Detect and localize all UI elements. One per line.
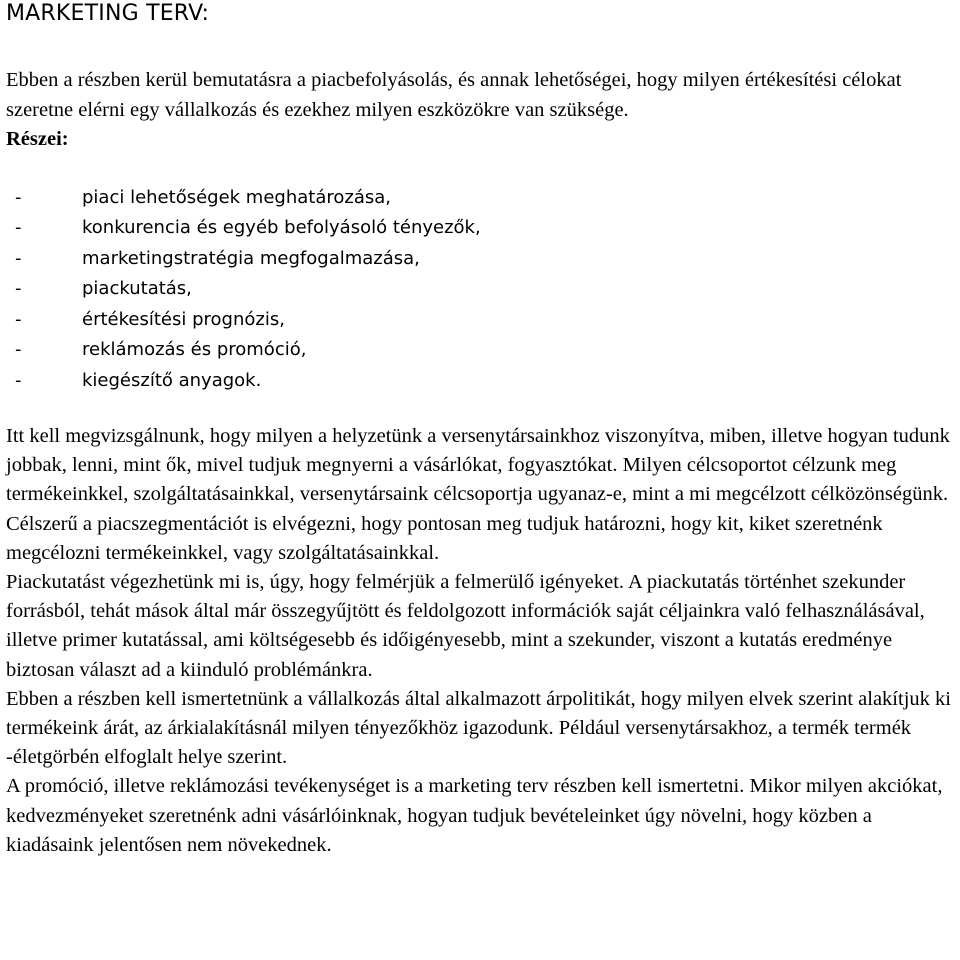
parts-list <box>6 183 956 397</box>
intro-paragraph: Ebben a részben kerül bemutatásra a piacbefolyásolás, és annak lehetőségei, hogy milyen értékesítési célokat szeretne elérni egy vállalkozás és ezekhez milyen eszközökre van szüksége. <box>6 69 902 121</box>
list-item <box>6 244 956 275</box>
list-item <box>6 213 956 244</box>
list-item-text: reklámozás és promóció, <box>82 339 307 360</box>
list-item-text: kiegészítő anyagok. <box>82 369 262 391</box>
list-dash: - <box>15 339 22 360</box>
list-dash: - <box>15 369 22 391</box>
document-page <box>6 0 956 860</box>
list-dash: - <box>15 308 22 330</box>
document-title: MARKETING TERV: <box>6 1 210 26</box>
paragraph-pricing: Ebben a részben kell ismertetnünk a vállalkozás által alkalmazott árpolitikát, hogy milyen elvek szerint alakítjuk ki termékeink árát, az árkialakításnál milyen tényezőkhöz igazodunk. Például versenytársakhoz, a termék termék -életgörbén elfoglalt helye szerint. <box>6 687 951 769</box>
paragraph-promotion: A promóció, illetve reklámozási tevékenységet is a marketing terv részben kell ismertetni. Mikor milyen akciókat, kedvezményeket szeretnénk adni vásárlóinknak, hogyan tudjuk bevételeinket úgy növelni, hogy közben a kiadásaink jelentősen nem növekednek. <box>6 775 943 856</box>
list-item-text: értékesítési prognózis, <box>82 308 285 330</box>
list-dash: - <box>15 278 22 299</box>
list-item <box>6 274 956 305</box>
list-dash: - <box>15 217 22 238</box>
list-item <box>6 183 956 214</box>
list-item-text: piaci lehetőségek meghatározása, <box>82 186 391 208</box>
body-text <box>6 422 956 860</box>
list-item-text: marketingstratégia megfogalmazása, <box>82 247 420 269</box>
list-item <box>6 335 956 366</box>
paragraph-competition: Itt kell megvizsgálnunk, hogy milyen a helyzetünk a versenytársainkhoz viszonyítva, miben, illetve hogyan tudunk jobbak, lenni, mint ők, mivel tudjuk megnyerni a vásárlókat, fogyasztókat. Milyen célcsoportot célzunk meg termékeinkkel, szolgáltatásainkkal, versenytársaink célcsoportja ugyanaz-e, mint a mi megcélzott célközönségünk. Célszerű a piacszegmentációt is elvégezni, hogy pontosan meg tudjuk határozni, hogy kit, kiket szeretnénk megcélozni termékeinkkel, vagy szolgáltatásainkkal. <box>6 425 950 564</box>
list-item-text: konkurencia és egyéb befolyásoló tényezők, <box>82 217 481 238</box>
section-subheading: Részei: <box>6 128 69 150</box>
list-item-text: piackutatás, <box>82 278 192 299</box>
list-dash: - <box>15 186 22 208</box>
list-dash: - <box>15 247 22 269</box>
paragraph-market-research: Piackutatást végezhetünk mi is, úgy, hogy felmérjük a felmerülő igényeket. A piackutatás történhet szekunder forrásból, tehát mások által már összegyűjtött és feldolgozott információk saját céljainkra való felhasználásával, illetve primer kutatással, ami költségesebb és időigényesebb, mint a szekunder, viszont a kutatás eredménye biztosan választ ad a kiinduló problémánkra. <box>6 571 925 681</box>
list-item <box>6 366 956 397</box>
list-item <box>6 305 956 336</box>
